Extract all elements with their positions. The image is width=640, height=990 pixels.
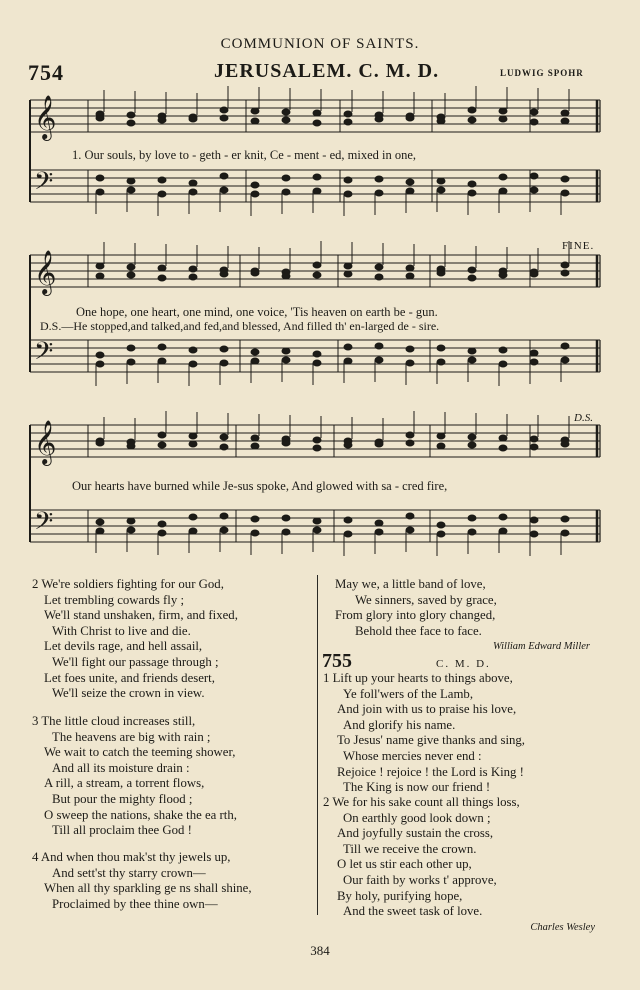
verse-4: 4 And when thou mak'st thy jewels up, And sett'st thy starry crown— When all thy sparkling ge ns shall shine, Proclaimed by thee thine own— xyxy=(32,850,252,911)
hymn-number-755: 755 xyxy=(322,650,352,672)
ds-mark: D.S. xyxy=(574,412,593,424)
author-755: Charles Wesley xyxy=(530,921,595,933)
lyric-line-3: D.S.—He stopped,and talked,and fed,and blessed, And filled th' en-larged de - sire. xyxy=(40,319,440,333)
hymn-755-verse-2: 2 We for his sake count all things loss, On earthly good look down ; And joyfully sustain the cross, Till we receive the crown. O let us stir each other up, Our faith by works t' approve, By holy, purifying hope, And the sweet task of love. Charles Wesley xyxy=(323,795,613,935)
lyric-line-2: One hope, one heart, one mind, one voice, 'Tis heaven on earth be - gun. xyxy=(76,305,438,319)
svg-text:𝄞: 𝄞 xyxy=(34,422,57,464)
lyric-line-4: Our hearts have burned while Je-sus spoke, And glowed with sa - cred fire, xyxy=(72,479,448,493)
meter-755: C. M. D. xyxy=(436,658,491,670)
fine-mark: FINE. xyxy=(562,240,595,252)
hymn-number: 754 xyxy=(28,60,64,85)
hymn-755-verse-1: 1 Lift up your hearts to things above, Ye foll'wers of the Lamb, And join with us to praise his love, And glorify his name. To Jesus' name give thanks and sing, Whose mercies never end : Rejoice ! rejoice ! the Lord is King ! The King is now our friend ! xyxy=(323,671,526,795)
verse-4-continued: May we, a little band of love, We sinners, saved by grace, From glory into glory changed, Behold thee face to face. William Edward Miller xyxy=(335,577,595,655)
composer: LUDWIG SPOHR xyxy=(500,68,584,78)
tune-name: JERUSALEM. C. M. D. xyxy=(214,60,440,82)
svg-text:𝄢: 𝄢 xyxy=(34,168,54,201)
svg-text:𝄞: 𝄞 xyxy=(34,252,57,294)
svg-text:𝄢: 𝄢 xyxy=(34,508,54,541)
page-number: 384 xyxy=(310,943,330,958)
svg-text:𝄞: 𝄞 xyxy=(34,97,57,139)
section-title: COMMUNION OF SAINTS. xyxy=(220,36,420,52)
verse-2: 2 We're soldiers fighting for our God, Let trembling cowards fly ; We'll stand unshaken, firm, and fixed, With Christ to live and die. Let devils rage, and hell assail, We'll fight our passage through ; Let foes unite, and friends desert, We'll seize the crown in view. xyxy=(32,577,238,701)
svg-text:𝄢: 𝄢 xyxy=(34,338,54,371)
lyric-line-1: 1. Our souls, by love to - geth - er knit, Ce - ment - ed, mixed in one, xyxy=(72,148,417,162)
column-divider xyxy=(317,575,318,915)
verse-3: 3 The little cloud increases still, The heavens are big with rain ; We wait to catch the teeming shower, And all its moisture drain : A rill, a stream, a torrent flows, But pour the mighty flood ; O sweep the nations, shake the ea rth, Till all proclaim thee God ! xyxy=(32,714,237,838)
author-754: William Edward Miller xyxy=(492,641,590,653)
